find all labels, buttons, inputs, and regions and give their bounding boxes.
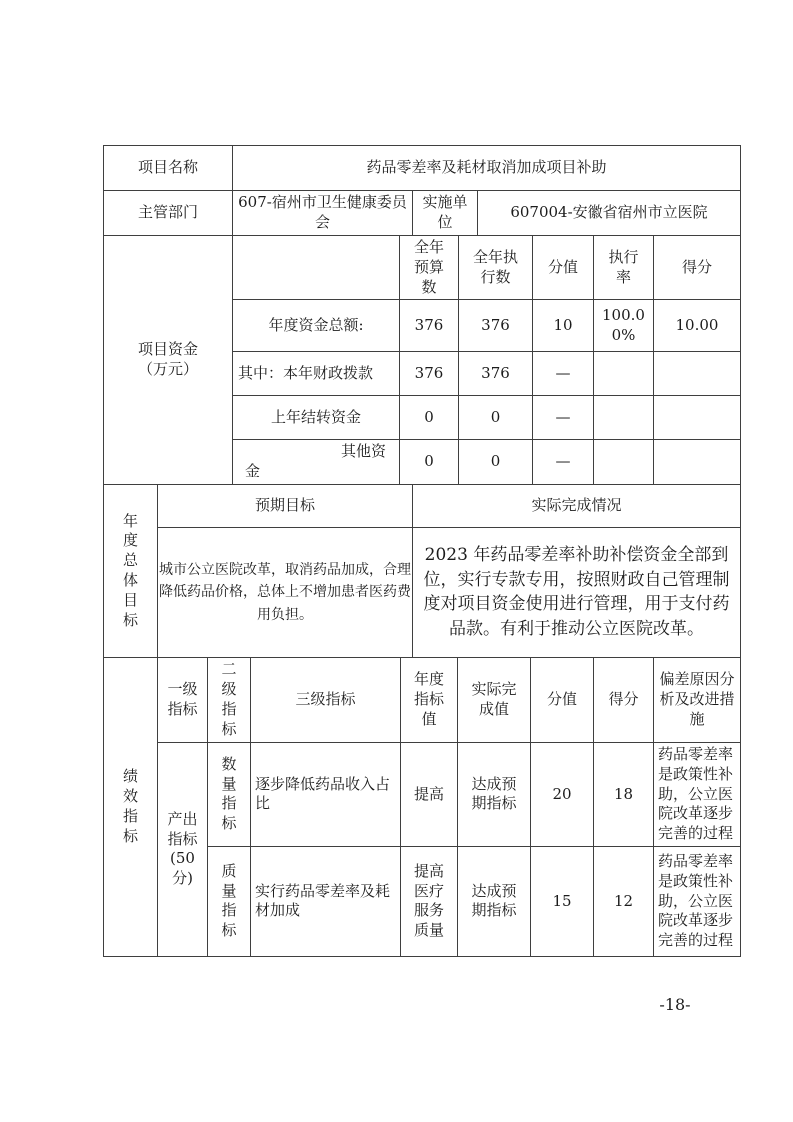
perf-deviation: 药品零差率是政策性补助，公立医院改革逐步完善的过程 [654,846,741,956]
perf-header-deviation: 偏差原因分析及改进措施 [654,657,741,742]
funding-budget: 0 [400,440,459,485]
funding-budget: 376 [400,300,459,352]
perf-header-weight: 分值 [531,657,594,742]
perf-header-score: 得分 [594,657,654,742]
funding-weight: — [533,440,594,485]
project-name-value: 药品零差率及耗材取消加成项目补助 [233,146,741,191]
funding-score: 10.00 [654,300,741,352]
funding-weight: — [533,352,594,396]
actual-completion-text: 2023 年药品零差率补助补偿资金全部到位，实行专款专用，按照财政自己管理制度对项目资金使用进行管理，用于支付药品款。有利于推动公立医院改革。 [413,527,741,657]
unit-label: 实施单位 [413,191,478,236]
perf-target: 提高医疗服务质量 [401,846,458,956]
perf-header-level2: 二级指标 [208,657,251,742]
funding-executed: 0 [459,396,533,440]
perf-actual: 达成预期指标 [458,742,531,846]
funding-score [654,352,741,396]
funding-score [654,396,741,440]
funding-weight: — [533,396,594,440]
funding-header-budget: 全年预算数 [400,236,459,300]
annual-goal-label: 年度总体目标 [104,484,158,657]
funding-row-name: 年度资金总额: [233,300,400,352]
expected-goal-text: 城市公立医院改革，取消药品加成，合理降低药品价格，总体上不增加患者医药费用负担。 [158,527,413,657]
perf-header-level1: 一级指标 [158,657,208,742]
funding-row-name: 其中：本年财政拨款 [233,352,400,396]
funding-rate [594,396,654,440]
funding-executed: 376 [459,300,533,352]
perf-weight: 15 [531,846,594,956]
funding-header-rate: 执行率 [594,236,654,300]
expected-goal-header: 预期目标 [158,484,413,527]
perf-weight: 20 [531,742,594,846]
funding-rate [594,440,654,485]
funding-rate [594,352,654,396]
funding-weight: 10 [533,300,594,352]
funding-executed: 376 [459,352,533,396]
perf-header-level3: 三级指标 [251,657,401,742]
performance-section [103,657,741,957]
funding-row-name: 其他资金 [233,440,400,485]
annual-goal-section [103,484,741,658]
dept-value: 607-宿州市卫生健康委员会 [233,191,413,236]
project-name-label: 项目名称 [104,146,233,191]
funding-executed: 0 [459,440,533,485]
funding-budget: 376 [400,352,459,396]
perf-row-quantity [104,742,741,846]
dept-label: 主管部门 [104,191,233,236]
perf-target: 提高 [401,742,458,846]
funding-header-blank [233,236,400,300]
project-name-row [103,145,741,191]
performance-report-table [103,145,740,957]
perf-level1-value: 产出指标(50分) [158,742,208,956]
page-number: -18- [659,995,691,1014]
funding-header-executed: 全年执行数 [459,236,533,300]
funding-label: 项目资金（万元） [104,236,233,485]
performance-label: 绩效指标 [104,657,158,956]
perf-score: 18 [594,742,654,846]
department-row [103,190,741,236]
perf-deviation: 药品零差率是政策性补助，公立医院改革逐步完善的过程 [654,742,741,846]
funding-score [654,440,741,485]
unit-value: 607004-安徽省宿州市立医院 [478,191,741,236]
perf-level3: 实行药品零差率及耗材加成 [251,846,401,956]
perf-score: 12 [594,846,654,956]
perf-header-actual: 实际完成值 [458,657,531,742]
actual-completion-header: 实际完成情况 [413,484,741,527]
perf-actual: 达成预期指标 [458,846,531,956]
funding-row-name: 上年结转资金 [233,396,400,440]
funding-header-score: 得分 [654,236,741,300]
funding-rate: 100.00% [594,300,654,352]
perf-level3: 逐步降低药品收入占比 [251,742,401,846]
funding-header-weight: 分值 [533,236,594,300]
funding-budget: 0 [400,396,459,440]
funding-section [103,235,741,485]
perf-header-target: 年度指标值 [401,657,458,742]
perf-level2: 质量指标 [208,846,251,956]
perf-level2: 数量指标 [208,742,251,846]
